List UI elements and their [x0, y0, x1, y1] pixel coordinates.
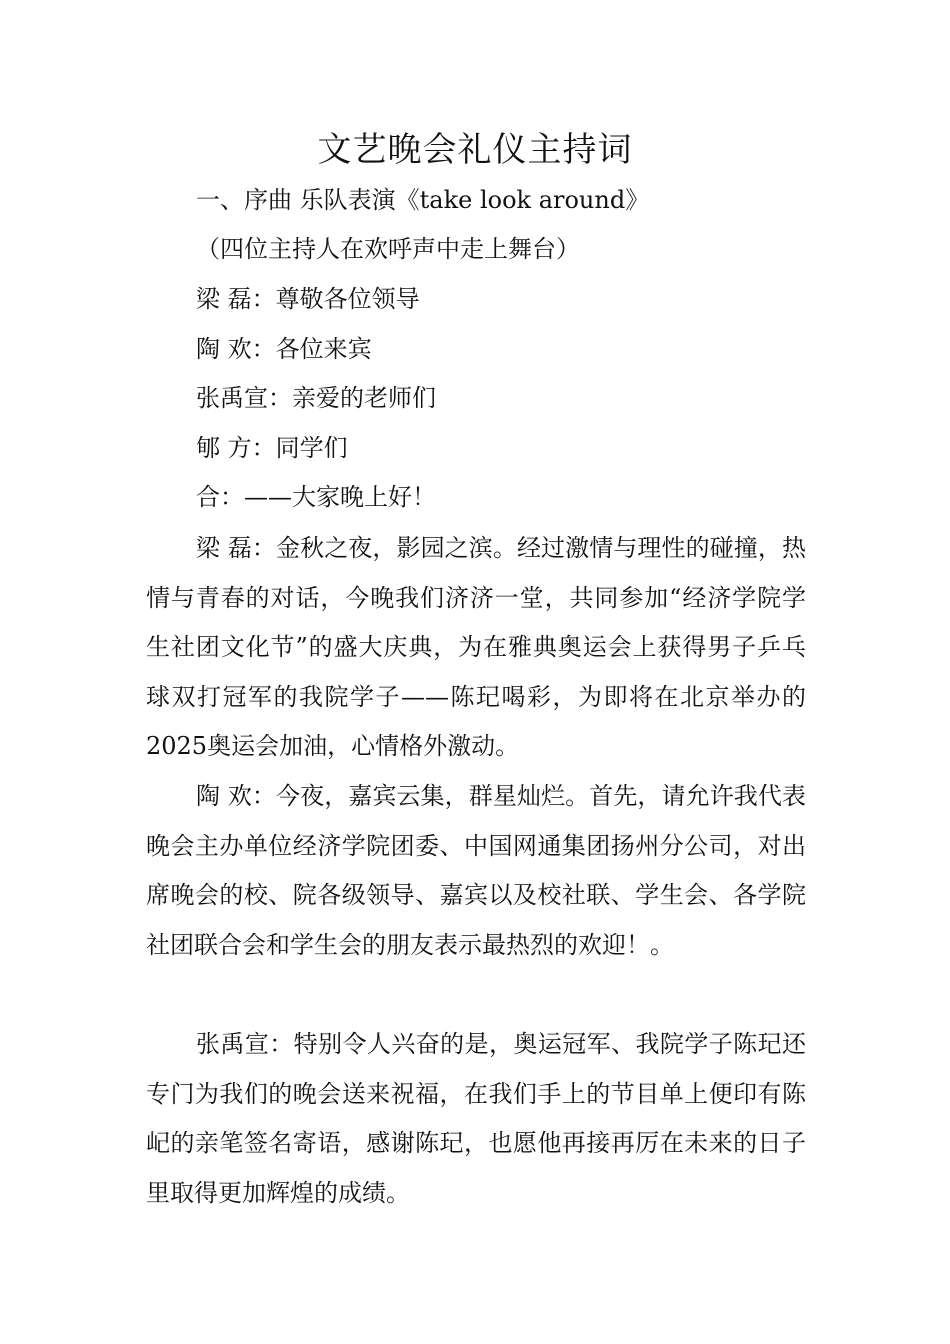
host-line-together: 合：——大家晚上好！: [196, 483, 436, 511]
paragraph-tao-huan: 陶 欢：今夜，嘉宾云集，群星灿烂。首先，请允许我代表晚会主办单位经济学院团委、中国网通集团扬州分公司，对出席晚会的校、院各级领导、嘉宾以及校社联、学生会、各学院社团联合会和学生会的朋友表示最热烈的欢迎！。: [146, 782, 806, 959]
host-line-liang-lei: 梁 磊：尊敬各位领导: [196, 285, 420, 313]
host-line-zhang-yuxuan: 张禹宣：亲爱的老师们: [196, 384, 436, 412]
program-line-overture: 一、序曲 乐队表演《take look around》: [196, 186, 650, 214]
host-line-huan-fang: 郇 方：同学们: [196, 434, 348, 462]
host-line-tao-huan: 陶 欢：各位来宾: [196, 335, 372, 363]
paragraph-zhang-yuxuan: 张禹宣：特别令人兴奋的是，奥运冠军、我院学子陈玘还专门为我们的晚会送来祝福，在我们手上的节目单上便印有陈屺的亲笔签名寄语，感谢陈玘，也愿他再接再厉在未来的日子里取得更加辉煌的成绩。: [146, 1030, 806, 1207]
stage-direction: （四位主持人在欢呼声中走上舞台）: [196, 235, 580, 263]
document-title: 文艺晚会礼仪主持词: [317, 130, 633, 170]
paragraph-liang-lei: 梁 磊：金秋之夜，影园之滨。经过激情与理性的碰撞，热情与青春的对话，今晚我们济济一堂，共同参加“经济学院学生社团文化节”的盛大庆典，为在雅典奥运会上获得男子乒乓球双打冠军的我院学子——陈玘喝彩，为即将在北京举办的2025奥运会加油，心情格外激动。: [146, 534, 806, 760]
